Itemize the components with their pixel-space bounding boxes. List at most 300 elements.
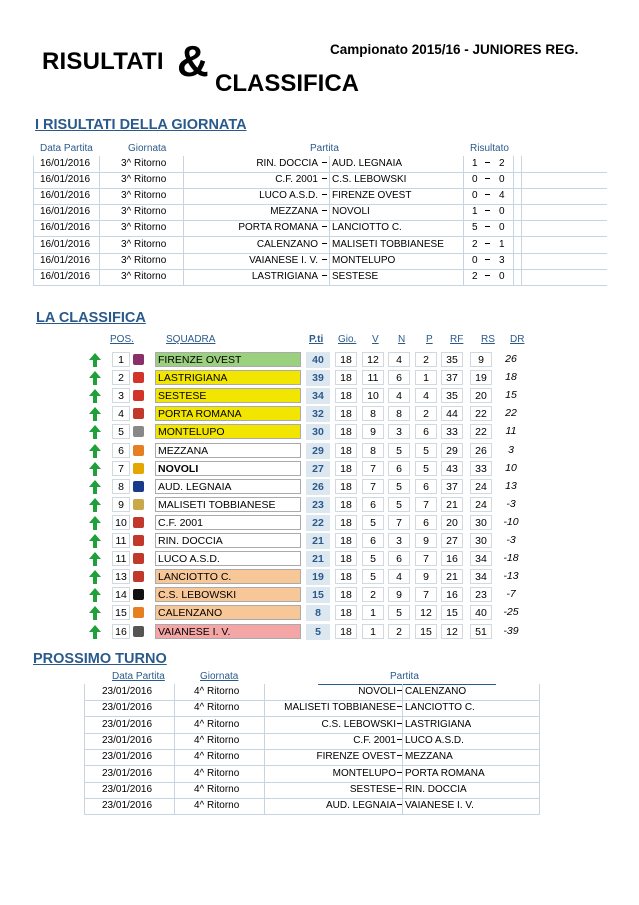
next-match-home: NOVOLI (358, 686, 396, 697)
next-divider (264, 700, 265, 716)
result-dash (322, 194, 327, 195)
standings-drawn: 8 (388, 406, 410, 421)
next-match-away: CALENZANO (405, 686, 467, 697)
standings-gf: 12 (441, 624, 463, 639)
team-crest-icon (133, 372, 144, 383)
result-divider (513, 172, 514, 188)
result-divider (463, 237, 464, 253)
standings-ga: 30 (470, 533, 492, 548)
result-score-dash (485, 259, 490, 260)
standings-ga: 26 (470, 443, 492, 458)
standings-played: 18 (335, 533, 357, 548)
standings-team-name: MONTELUPO (158, 426, 225, 439)
next-match-home: MONTELUPO (332, 767, 396, 779)
standings-gf: 15 (441, 605, 463, 620)
next-divider (174, 766, 175, 782)
team-crest-icon (133, 589, 144, 600)
standings-lost: 15 (415, 624, 437, 639)
result-away-goals: 3 (499, 254, 505, 266)
result-score-dash (485, 210, 490, 211)
result-away-team: LANCIOTTO C. (332, 222, 402, 234)
standings-gd: 26 (505, 353, 517, 365)
standings-position: 2 (112, 370, 130, 385)
standings-points: 40 (306, 352, 330, 368)
result-divider (329, 204, 330, 220)
result-divider (99, 269, 100, 285)
next-divider (402, 684, 403, 700)
next-round-section-title: PROSSIMO TURNO (33, 651, 167, 667)
standings-lost: 9 (415, 569, 437, 584)
standings-position: 15 (112, 605, 130, 620)
standings-gd: -39 (503, 624, 519, 637)
standings-drawn: 4 (388, 569, 410, 584)
standings-team-cell (155, 461, 301, 476)
standings-played: 18 (335, 388, 357, 403)
standings-played: 18 (335, 406, 357, 421)
standings-points: 23 (306, 497, 330, 513)
standings-team-cell (155, 551, 301, 566)
next-divider (174, 749, 175, 765)
next-divider (84, 733, 85, 749)
standings-drawn: 5 (388, 443, 410, 458)
next-divider (539, 717, 540, 733)
standings-row (86, 624, 532, 640)
standings-position: 9 (112, 497, 130, 512)
result-round: 3^ Ritorno (121, 222, 167, 234)
standings-drawn: 4 (388, 352, 410, 367)
standings-row (86, 388, 532, 404)
standings-team-cell (155, 424, 301, 439)
next-match-date: 23/01/2016 (102, 767, 153, 779)
standings-drawn: 7 (388, 515, 410, 530)
standings-gd: -3 (506, 497, 516, 510)
standings-team-cell (155, 352, 301, 367)
result-divider (329, 253, 330, 269)
result-away-goals: 2 (499, 158, 505, 169)
result-divider (521, 237, 522, 253)
standings-won: 1 (362, 605, 384, 620)
result-divider (521, 220, 522, 236)
standings-points: 34 (306, 388, 330, 404)
results-header-date: Data Partita (40, 143, 93, 154)
result-divider (33, 172, 34, 188)
result-away-goals: 0 (499, 222, 505, 234)
standings-row (86, 443, 532, 459)
result-divider (463, 172, 464, 188)
next-divider (539, 782, 540, 798)
next-divider (402, 766, 403, 782)
result-away-team: SESTESE (332, 270, 379, 282)
next-divider (84, 766, 85, 782)
standings-lost: 7 (415, 551, 437, 566)
result-divider (521, 156, 522, 172)
next-match-row (84, 749, 540, 766)
standings-team-cell (155, 515, 301, 530)
standings-row (86, 479, 532, 495)
standings-team-name: MALISETI TOBBIANESE (158, 498, 276, 511)
team-crest-icon (133, 463, 144, 474)
result-score-dash (485, 162, 490, 163)
next-divider (539, 798, 540, 814)
standings-won: 8 (362, 443, 384, 458)
standings-gf: 35 (441, 352, 463, 367)
standings-won: 1 (362, 624, 384, 639)
standings-team-cell (155, 443, 301, 458)
result-divider (463, 269, 464, 285)
championship-label: Campionato 2015/16 - JUNIORES REG. (330, 42, 579, 57)
standings-header-pos: POS. (110, 334, 134, 345)
standings-ga: 34 (470, 569, 492, 584)
standings-gd: 18 (505, 371, 517, 384)
next-divider (402, 782, 403, 798)
standings-points: 5 (306, 624, 330, 640)
next-match-away: LASTRIGIANA (405, 718, 472, 730)
standings-team-name: SESTESE (158, 390, 207, 403)
standings-position: 1 (112, 352, 130, 367)
result-dash (322, 275, 327, 276)
standings-played: 18 (335, 461, 357, 476)
next-divider (84, 717, 85, 733)
standings-points: 8 (306, 605, 330, 621)
result-date: 16/01/2016 (40, 174, 91, 186)
title-ampersand: & (177, 37, 209, 86)
result-home-team: PORTA ROMANA (238, 222, 318, 234)
result-home-goals: 1 (472, 206, 478, 218)
standings-ga: 24 (470, 497, 492, 512)
next-divider (174, 700, 175, 716)
standings-played: 18 (335, 370, 357, 385)
result-home-team: LUCO A.S.D. (259, 190, 318, 202)
standings-section-title: LA CLASSIFICA (36, 310, 146, 326)
result-date: 16/01/2016 (40, 254, 91, 266)
standings-row (86, 461, 532, 477)
team-crest-icon (133, 408, 144, 419)
standings-won: 6 (362, 497, 384, 512)
result-divider (183, 269, 184, 285)
result-divider (463, 188, 464, 204)
result-divider (329, 269, 330, 285)
standings-gf: 35 (441, 388, 463, 403)
standings-played: 18 (335, 515, 357, 530)
result-away-goals: 0 (499, 174, 505, 186)
standings-ga: 20 (470, 388, 492, 403)
result-dash (322, 210, 327, 211)
team-crest-icon (133, 354, 144, 365)
standings-gf: 16 (441, 587, 463, 602)
standings-row (86, 406, 532, 422)
next-divider (539, 733, 540, 749)
team-crest-icon (133, 499, 144, 510)
next-divider (84, 749, 85, 765)
result-divider (521, 188, 522, 204)
team-crest-icon (133, 517, 144, 528)
result-dash (322, 243, 327, 244)
next-match-away: MEZZANA (405, 751, 453, 763)
result-divider (463, 253, 464, 269)
standings-team-cell (155, 388, 301, 403)
result-divider (33, 156, 34, 172)
next-divider (174, 717, 175, 733)
next-divider (264, 749, 265, 765)
standings-position: 8 (112, 479, 130, 494)
next-match-row (84, 766, 540, 783)
result-divider (183, 253, 184, 269)
result-divider (183, 188, 184, 204)
result-score-dash (485, 194, 490, 195)
next-match-away: PORTA ROMANA (405, 767, 485, 779)
standings-row (86, 424, 532, 440)
standings-played: 18 (335, 497, 357, 512)
standings-team-name: FIRENZE OVEST (158, 354, 242, 366)
standings-ga: 9 (470, 352, 492, 367)
standings-gd: -13 (503, 570, 519, 583)
next-match-date: 23/01/2016 (102, 783, 153, 795)
standings-position: 7 (112, 461, 130, 476)
standings-team-cell (155, 497, 301, 512)
result-away-team: MONTELUPO (332, 254, 396, 266)
next-divider (174, 684, 175, 700)
result-divider (33, 269, 34, 285)
next-divider (402, 733, 403, 749)
next-divider (84, 700, 85, 716)
standings-lost: 5 (415, 461, 437, 476)
result-divider (33, 237, 34, 253)
result-home-goals: 5 (472, 222, 478, 234)
result-date: 16/01/2016 (40, 222, 91, 234)
standings-team-name: LASTRIGIANA (158, 372, 228, 385)
next-match-round: 4^ Ritorno (194, 751, 240, 763)
standings-points: 29 (306, 443, 330, 459)
standings-row (86, 497, 532, 513)
next-divider (264, 782, 265, 798)
standings-gd: 10 (505, 461, 517, 474)
standings-won: 5 (362, 551, 384, 566)
result-dash (322, 162, 327, 163)
standings-drawn: 6 (388, 370, 410, 385)
result-away-team: C.S. LEBOWSKI (332, 174, 407, 186)
standings-team-name: C.F. 2001 (158, 516, 203, 529)
standings-position: 6 (112, 443, 130, 458)
result-home-team: C.F. 2001 (275, 174, 318, 186)
result-divider (513, 237, 514, 253)
team-crest-icon (133, 445, 144, 456)
standings-points: 30 (306, 424, 330, 440)
standings-lost: 6 (415, 515, 437, 530)
standings-points: 22 (306, 515, 330, 531)
results-header-match: Partita (310, 143, 339, 154)
team-crest-icon (133, 571, 144, 582)
standings-gf: 21 (441, 497, 463, 512)
result-divider (329, 220, 330, 236)
result-divider (183, 172, 184, 188)
result-score-dash (485, 226, 490, 227)
result-away-team: FIRENZE OVEST (332, 190, 412, 202)
standings-won: 12 (362, 352, 384, 367)
next-match-row (84, 684, 540, 701)
result-divider (99, 220, 100, 236)
result-home-team: RIN. DOCCIA (256, 158, 318, 169)
standings-row (86, 352, 532, 368)
result-date: 16/01/2016 (40, 158, 91, 169)
next-match-round: 4^ Ritorno (194, 686, 240, 697)
results-section-title: I RISULTATI DELLA GIORNATA (35, 117, 247, 133)
result-divider (99, 156, 100, 172)
result-date: 16/01/2016 (40, 270, 91, 282)
standings-header-team: SQUADRA (166, 334, 216, 345)
result-home-goals: 1 (472, 158, 478, 169)
result-home-goals: 0 (472, 174, 478, 186)
result-away-goals: 0 (499, 206, 505, 218)
standings-ga: 30 (470, 515, 492, 530)
result-divider (33, 220, 34, 236)
next-match-row (84, 798, 540, 815)
result-away-goals: 1 (499, 238, 505, 250)
next-match-home: FIRENZE OVEST (316, 751, 396, 763)
result-row (33, 253, 607, 270)
result-divider (183, 204, 184, 220)
team-crest-icon (133, 535, 144, 546)
next-match-date: 23/01/2016 (102, 686, 153, 697)
standings-position: 3 (112, 388, 130, 403)
standings-header-ga: RS (481, 334, 495, 345)
standings-played: 18 (335, 443, 357, 458)
standings-team-name: AUD. LEGNAIA (158, 480, 232, 493)
standings-ga: 22 (470, 424, 492, 439)
standings-points: 15 (306, 587, 330, 603)
team-crest-icon (133, 390, 144, 401)
standings-team-cell (155, 605, 301, 620)
next-divider (402, 749, 403, 765)
standings-points: 39 (306, 370, 330, 386)
result-round: 3^ Ritorno (121, 174, 167, 186)
result-round: 3^ Ritorno (121, 270, 167, 282)
standings-won: 2 (362, 587, 384, 602)
result-divider (521, 253, 522, 269)
result-home-goals: 0 (472, 254, 478, 266)
standings-team-cell (155, 569, 301, 584)
standings-position: 16 (112, 624, 130, 639)
standings-ga: 24 (470, 479, 492, 494)
standings-header-gd: DR (510, 334, 525, 345)
standings-row (86, 515, 532, 531)
result-divider (513, 220, 514, 236)
standings-lost: 12 (415, 605, 437, 620)
standings-drawn: 2 (388, 624, 410, 639)
standings-ga: 19 (470, 370, 492, 385)
standings-position: 4 (112, 406, 130, 421)
standings-won: 7 (362, 479, 384, 494)
next-match-round: 4^ Ritorno (194, 800, 240, 812)
next-match-home: C.S. LEBOWSKI (321, 718, 396, 730)
result-divider (329, 188, 330, 204)
standings-team-cell (155, 533, 301, 548)
next-divider (84, 798, 85, 814)
result-date: 16/01/2016 (40, 238, 91, 250)
next-divider (264, 766, 265, 782)
result-divider (183, 220, 184, 236)
standings-ga: 51 (470, 624, 492, 639)
result-away-team: NOVOLI (332, 206, 370, 218)
next-divider (539, 766, 540, 782)
result-round: 3^ Ritorno (121, 158, 167, 169)
standings-won: 8 (362, 406, 384, 421)
standings-lost: 4 (415, 388, 437, 403)
standings-row (86, 587, 532, 603)
result-divider (521, 204, 522, 220)
next-divider (539, 749, 540, 765)
standings-gd: 15 (505, 389, 517, 402)
standings-won: 7 (362, 461, 384, 476)
standings-team-cell (155, 370, 301, 385)
result-divider (329, 156, 330, 172)
result-divider (183, 237, 184, 253)
team-crest-icon (133, 607, 144, 618)
standings-played: 18 (335, 587, 357, 602)
standings-lost: 9 (415, 533, 437, 548)
next-divider (264, 684, 265, 700)
result-away-team: MALISETI TOBBIANESE (332, 238, 444, 250)
result-divider (183, 156, 184, 172)
next-divider (402, 717, 403, 733)
standings-played: 18 (335, 479, 357, 494)
result-away-goals: 4 (499, 190, 505, 202)
result-round: 3^ Ritorno (121, 206, 167, 218)
next-match-date: 23/01/2016 (102, 734, 153, 746)
standings-header-played: Gio. (338, 334, 357, 345)
next-match-home: C.F. 2001 (353, 734, 396, 746)
result-divider (513, 156, 514, 172)
standings-lost: 6 (415, 424, 437, 439)
result-divider (99, 204, 100, 220)
standings-gd: 11 (505, 425, 517, 438)
result-date: 16/01/2016 (40, 190, 91, 202)
standings-row (86, 605, 532, 621)
result-row (33, 188, 607, 205)
result-home-team: LASTRIGIANA (251, 270, 318, 282)
standings-header-points: P.ti (309, 334, 324, 345)
result-home-team: MEZZANA (270, 206, 318, 218)
result-home-goals: 2 (472, 270, 478, 282)
result-row (33, 172, 607, 189)
next-divider (402, 798, 403, 814)
standings-ga: 23 (470, 587, 492, 602)
result-dash (322, 178, 327, 179)
standings-gf: 37 (441, 370, 463, 385)
standings-ga: 34 (470, 551, 492, 566)
standings-team-name: RIN. DOCCIA (158, 535, 223, 547)
standings-row (86, 551, 532, 567)
standings-played: 18 (335, 424, 357, 439)
result-divider (99, 237, 100, 253)
standings-points: 21 (306, 533, 330, 549)
next-match-home: SESTESE (349, 783, 396, 795)
result-divider (33, 188, 34, 204)
standings-drawn: 6 (388, 551, 410, 566)
standings-position: 10 (112, 515, 130, 530)
standings-gf: 16 (441, 551, 463, 566)
standings-team-name: PORTA ROMANA (158, 408, 242, 421)
result-home-team: VAIANESE I. V. (249, 254, 318, 266)
next-header-match: Partita (390, 671, 419, 682)
next-divider (174, 798, 175, 814)
next-match-date: 23/01/2016 (102, 751, 153, 763)
standings-team-cell (155, 587, 301, 602)
next-header-round: Giornata (200, 671, 239, 682)
result-divider (513, 269, 514, 285)
results-header-round: Giornata (128, 143, 167, 154)
team-crest-icon (133, 426, 144, 437)
next-match-round: 4^ Ritorno (194, 734, 240, 746)
